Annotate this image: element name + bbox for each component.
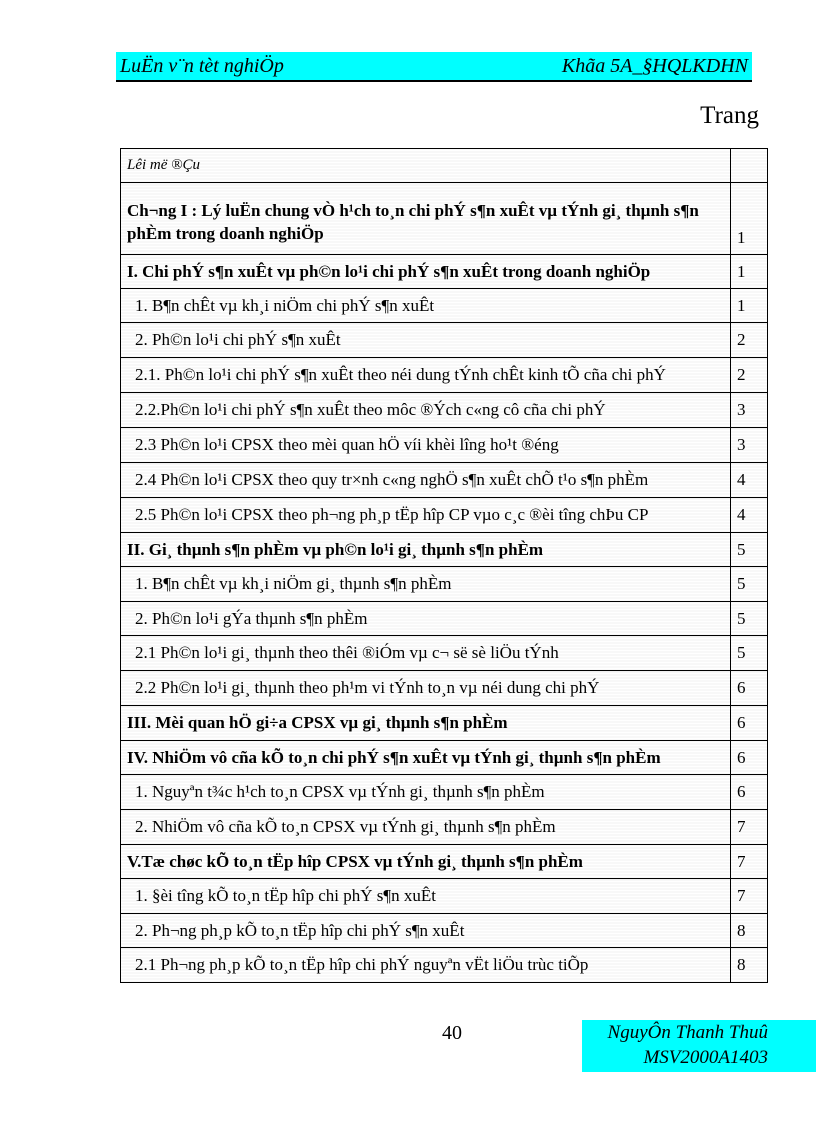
toc-entry-title: 2. Ph©n lo¹i chi phÝ s¶n xuÊt: [121, 323, 731, 358]
trang-label: Trang: [700, 102, 759, 129]
toc-entry-title: 2.2 Ph©n lo¹i gi¸ thµnh theo ph¹m vi tÝnh to¸n vµ néi dung chi phÝ: [121, 671, 731, 706]
toc-entry-page: 3: [731, 393, 768, 428]
toc-row: [121, 533, 768, 567]
toc-entry-page: 6: [731, 775, 768, 810]
toc-entry-title: 2.1. Ph©n lo¹i chi phÝ s¶n xuÊt theo néi dung tÝnh chÊt kinh tÕ cña chi phÝ: [121, 358, 731, 393]
toc-row: [121, 948, 768, 983]
toc-row: [121, 323, 768, 358]
toc-entry-page: 4: [731, 498, 768, 533]
toc-row: [121, 183, 768, 255]
toc-entry-page: 7: [731, 845, 768, 879]
toc-entry-page: 7: [731, 810, 768, 845]
toc-entry-page: 5: [731, 602, 768, 636]
toc-row: [121, 393, 768, 428]
toc-entry-page: 2: [731, 323, 768, 358]
toc-entry-page: 7: [731, 879, 768, 914]
toc-entry-title: 2. NhiÖm vô cña kÕ to¸n CPSX vµ tÝnh gi¸ thµnh s¶n phÈm: [121, 810, 731, 845]
toc-entry-title: I. Chi phÝ s¶n xuÊt vµ ph©n lo¹i chi phÝ s¶n xuÊt trong doanh nghiÖp: [121, 255, 731, 289]
toc-entry-title: 2.1 Ph¬ng ph¸p kÕ to¸n tËp hîp chi phÝ nguyªn vËt liÖu trùc tiÕp: [121, 948, 731, 983]
toc-entry-page: 5: [731, 567, 768, 602]
toc-row: [121, 636, 768, 671]
toc-entry-title: IV. NhiÖm vô cña kÕ to¸n chi phÝ s¶n xuÊt vµ tÝnh gi¸ thµnh s¶n phÈm: [121, 741, 731, 775]
toc-entry-title: 2.2.Ph©n lo¹i chi phÝ s¶n xuÊt theo môc ®Ých c«ng cô cña chi phÝ: [121, 393, 731, 428]
toc-entry-title: 2. Ph©n lo¹i gÝa thµnh s¶n phÈm: [121, 602, 731, 636]
footer-student-id: MSV2000A1403: [643, 1047, 768, 1068]
footer-author: NguyÔn Thanh Thuû: [607, 1022, 768, 1043]
toc-row: [121, 428, 768, 463]
toc-entry-page: 8: [731, 914, 768, 948]
toc-entry-page: 2: [731, 358, 768, 393]
toc-entry-title: 2.1 Ph©n lo¹i gi¸ thµnh theo thêi ®iÓm vµ c¬ së sè liÖu tÝnh: [121, 636, 731, 671]
table-of-contents: [120, 148, 768, 983]
toc-entry-page: 5: [731, 533, 768, 567]
toc-entry-title: II. Gi¸ thµnh s¶n phÈm vµ ph©n lo¹i gi¸ thµnh s¶n phÈm: [121, 533, 731, 567]
toc-row: [121, 741, 768, 775]
toc-entry-title: 1. B¶n chÊt vµ kh¸i niÖm chi phÝ s¶n xuÊt: [121, 289, 731, 323]
toc-row: [121, 358, 768, 393]
toc-row: [121, 845, 768, 879]
toc-row: [121, 914, 768, 948]
toc-row: [121, 463, 768, 498]
toc-entry-page: 4: [731, 463, 768, 498]
footer-author-box: [582, 1020, 816, 1072]
page-number: 40: [442, 1022, 462, 1044]
toc-entry-title: 2.3 Ph©n lo¹i CPSX theo mèi quan hÖ víi khèi lîng ho¹t ®éng: [121, 428, 731, 463]
toc-entry-title: 2.4 Ph©n lo¹i CPSX theo quy tr×nh c«ng nghÖ s¶n xuÊt chÕ t¹o s¶n phÈm: [121, 463, 731, 498]
toc-row: [121, 567, 768, 602]
toc-entry-title: Ch¬ng I : Lý luËn chung vÒ h¹ch to¸n chi phÝ s¶n xuÊt vµ tÝnh gi¸ thµnh s¶n phÈm trong doanh nghiÖp: [121, 183, 731, 255]
toc-entry-title: 1. Nguyªn t¾c h¹ch to¸n CPSX vµ tÝnh gi¸ thµnh s¶n phÈm: [121, 775, 731, 810]
toc-row: [121, 810, 768, 845]
toc-entry-page: [731, 149, 768, 183]
toc-row: [121, 498, 768, 533]
toc-entry-title: V.Tæ chøc kÕ to¸n tËp hîp CPSX vµ tÝnh gi¸ thµnh s¶n phÈm: [121, 845, 731, 879]
toc-row: [121, 879, 768, 914]
running-header: [116, 52, 752, 82]
toc-row: [121, 289, 768, 323]
toc-row: [121, 602, 768, 636]
toc-entry-page: 1: [731, 183, 768, 255]
toc-entry-title: 2. Ph¬ng ph¸p kÕ to¸n tËp hîp chi phÝ s¶n xuÊt: [121, 914, 731, 948]
toc-row: [121, 149, 768, 183]
toc-row: [121, 255, 768, 289]
toc-entry-page: 6: [731, 671, 768, 706]
header-thesis-title: LuËn v¨n tèt nghiÖp: [120, 55, 284, 77]
toc-entry-page: 1: [731, 255, 768, 289]
toc-entry-page: 1: [731, 289, 768, 323]
toc-entry-page: 5: [731, 636, 768, 671]
header-class-code: Khãa 5A_§HQLKDHN: [561, 55, 748, 77]
toc-row: [121, 775, 768, 810]
toc-row: [121, 706, 768, 741]
toc-entry-page: 3: [731, 428, 768, 463]
toc-row: [121, 671, 768, 706]
toc-entry-title: 2.5 Ph©n lo¹i CPSX theo ph¬ng ph¸p tËp hîp CP vµo c¸c ®èi tîng chÞu CP: [121, 498, 731, 533]
toc-entry-page: 8: [731, 948, 768, 983]
toc-entry-page: 6: [731, 741, 768, 775]
toc-entry-title: III. Mèi quan hÖ gi÷a CPSX vµ gi¸ thµnh s¶n phÈm: [121, 706, 731, 741]
toc-entry-title: Lêi më ®Çu: [121, 149, 731, 183]
toc-entry-title: 1. §èi tîng kÕ to¸n tËp hîp chi phÝ s¶n xuÊt: [121, 879, 731, 914]
toc-entry-page: 6: [731, 706, 768, 741]
toc-entry-title: 1. B¶n chÊt vµ kh¸i niÖm gi¸ thµnh s¶n phÈm: [121, 567, 731, 602]
